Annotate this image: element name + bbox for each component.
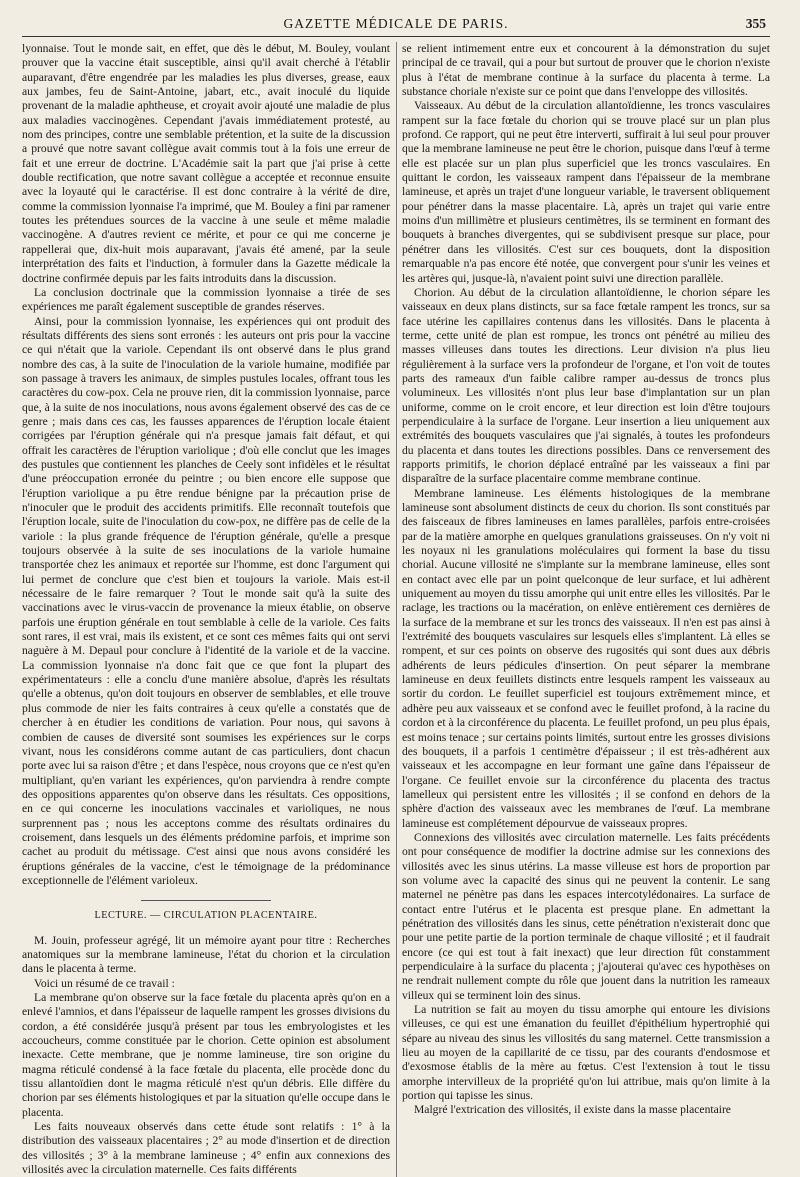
- paragraph: Chorion. Au début de la circulation allantoïdienne, le chorion sépare les vaisseaux en deux plans distincts, sur sa face fœtale rampent les troncs, sur sa face utérine les capillaires contenus dans les villosités. Dans le placenta à terme, cette unité de plan est rompue, les troncs ont pénétré au milieu des masses villeuses dans toutes les directions. Leur division n'a plus lieu régulièrement à la surface vers la profondeur de l'organe, et l'on voit de toutes parts des rameaux d'un faible calibre ramper au-dessus de troncs plus volumineux. Les villosités n'ont plus leur base d'implantation sur un plan uniforme, comme on le croit encore, et leur direction est loin d'être toujours perpendiculaire à la surface de l'organe. Leur insertion a lieu uniquement aux extrémités des bouquets vasculaires que j'ai signalés, à toutes les profondeurs du placenta et dans toutes les directions possibles. Dans ce renversement des rapports primitifs, le chorion déplacé entraîné par les vaisseaux a fini par disparaître de la surface placentaire comme membrane continue.: [402, 285, 770, 486]
- section-heading: LECTURE. — CIRCULATION PLACENTAIRE.: [22, 900, 390, 923]
- paragraph: Voici un résumé de ce travail :: [34, 976, 175, 990]
- paragraph: La membrane qu'on observe sur la face fœtale du placenta après qu'on en a enlevé l'amnios, et dans l'épaisseur de laquelle rampent les grosses divisions du cordon, a été considérée jusqu'à présent par tous les embryologistes et les accoucheurs, comme constituée par le chorion. Cette opinion est absolument inexacte. Cette membrane, que je nomme lamineuse, tire son origine du magma réticulé condensé à la face fœtale du placenta, elle procède donc du tissu allantoïdien dont le magma réticulé n'est qu'un débris. Elle diffère du chorion par ses éléments histologiques et par la situation qu'elle occupe dans le placenta.: [22, 991, 391, 1119]
- paragraph: Vaisseaux. Au début de la circulation allantoïdienne, les troncs vasculaires rampent sur la face fœtale du chorion qui se trouve placé sur un plan plus profond. Ce rapport, qui ne peut être interverti, suffirait à lui seul pour prouver que la membrane lamineuse ne peut être le chorion, puisque dans l'œuf à terme elle est placée sur un plan plus superficiel que les troncs vasculaires. En quittant le cordon, les vaisseaux rampent dans l'épaisseur de la membrane lamineuse, et après un trajet d'une longueur variable, le traversent obliquement pour pénétrer dans la masse placentaire. Là, après un trajet qui varie entre moins d'un millimètre et plusieurs centimètres, ils se terminent en formant des bouquets à branches divergentes, qui se subdivisent presque sur place, pour pénétrer dans les villosités. C'est sur ces bouquets, dont la disposition remarquable n'a pas encore été notée, que convergent pour s'unir les veines et les artères qui, jusque-là, n'avaient point suivi une direction parallèle.: [402, 99, 770, 285]
- paragraph: La conclusion doctrinale que la commission lyonnaise a tirée de ses expériences me paraît également susceptible de grandes réserves.: [22, 285, 390, 314]
- text-columns: [22, 42, 770, 1177]
- paragraph: M. Jouin, professeur agrégé, lit un mémoire ayant pour titre : Recherches anatomiques sur la membrane lamineuse, l'état du chorion et la circulation dans le placenta à terme.: [22, 933, 390, 976]
- right-column: [402, 42, 770, 1177]
- paragraph: Connexions des villosités avec circulation maternelle. Les faits précédents ont pour conséquence de modifier la doctrine admise sur les connexions des villosités avec les sinus utérins. La masse villeuse est hors de proportion par son volume avec la capacité des sinus qui ne peuvent la contenir. Le sang maternel ne pénètre pas dans les espaces intercotylédonaires. La surface de contact entre l'utérus et le placenta est presque plane. En admettant la pénétration des villosités dans les sinus, cette pénétration n'existerait donc que pour une petite partie de la portion terminale de chaque villosité ; et il faudrait encore (ce qui est tout à fait inexact) que leur direction fût constamment perpendiculaire à la surface du placenta ; j'ajouterai qu'avec ces hypothèses on ne rendrait nullement compte du rôle que jouent dans la nutrition les rameaux villeux qui se terminent loin des sinus.: [402, 830, 770, 1002]
- paragraph: se relient intimement entre eux et concourent à la démonstration du sujet principal de ce travail, qui a pour but surtout de prouver que le chorion n'existe plus à l'état de membrane continue à la surface du placenta à terme. La substance choriale n'existe sur ce point que dans l'enveloppe des villosités.: [402, 42, 770, 99]
- page-number: 355: [745, 16, 766, 31]
- page-header: [22, 14, 770, 37]
- left-column: [22, 42, 390, 1177]
- paragraph: Membrane lamineuse. Les éléments histologiques de la membrane lamineuse sont absolument distincts de ceux du chorion. Ils sont constitués par des faisceaux de fibres lamineuses en lames parallèles, parfois entre-croisées par de la matière amorphe en quelques granulations graisseuses. On n'y voit ni les noyaux ni les granulations moléculaires qui forment la base du tissu chorial. Aucune villosité ne s'implante sur la membrane lamineuse, elles sont en contact avec elle par un point quelconque de leur surface, et lui adhèrent uniquement au moyen du tissu amorphe qui unit entre elles les villosités. Par le raclage, les tractions ou la macération, on enlève entièrement ces dernières de la surface de la membrane et sur les troncs des vaisseaux. Il n'en est pas ainsi à l'extrémité des bouquets vasculaires sur lesquels elles s'implantent. Là elles se rompent, et sur ces points on observe des rugosités qui sont dues aux débris adhérents de leurs pédicules d'insertion. On peut séparer la membrane lamineuse en deux feuillets distincts entre lesquels rampent les vaisseaux au sortir du cordon. Le feuillet superficiel est toujours extrêmement mince, et adhère peu aux vaisseaux et se confond avec le feuillet profond, à la racine du cordon et à la circonférence du placenta. Le feuillet profond, un peu plus épais, est moins tenace ; sur certains points limités, surtout entre les grosses divisions des bouquets, il a parfois 1 centimètre d'épaisseur ; il est très-adhérent aux vaisseaux et les accompagne en leur formant une gaîne dans l'épaisseur de l'organe. Ce feuillet envoie sur la circonférence du placenta des tractus lamelleux qui persistent entre les villosités ; il se confond en dehors de la sphère d'action des vaisseaux avec les membranes de l'œuf. La membrane lamineuse est complétement dépourvue de vaisseaux propres.: [402, 486, 770, 830]
- paragraph: La nutrition se fait au moyen du tissu amorphe qui entoure les divisions villeuses, ce qui est une émanation du feuillet d'épithélium hypertrophié qui sépare au niveau des sinus les villosités du sang maternel. Cette transmission a lieu au moyen de la capillarité de ce tissu, par des courants d'endosmose et d'exosmose établis de la mère au fœtus. C'est l'extension à tout le tissu amorphe intervilleux de la propriété qu'on lui attribue, mais qu'on limite à la portion qui tapisse les sinus.: [402, 1003, 770, 1103]
- paragraph: Ainsi, pour la commission lyonnaise, les expériences qui ont produit des résultats différents des siens sont erronés : les auteurs ont pris pour la vaccine ce qui n'était que la variole. Cependant ils ont observé dans le plus grand nombre des cas, à la suite de l'inoculation de la variole humaine, modifiée par son passage à travers les animaux, de simples pustules locales, offrant tous les caractères du cow-pox. Cela ne prouve rien, dit la commission lyonnaise, parce que, à la suite de nos inoculations, nous avons également observé des cas de ce genre ; mais dans ces cas, les fausses apparences de l'éruption locale étaient corrigées par l'éruption générale qui n'a presque jamais fait défaut, et qui offrait les caractères de l'éruption variolique ; d'où elle conclut que les images des pustules que contiennent les planches de Ceely sont infidèles et le résultat d'une préoccupation erronée du peintre ; ou bien encore elle suppose que l'éruption variolique a pu être rendue bénigne par la précaution prise de n'inoculer que le produit des accidents primitifs. Elle reconnaît toutefois que l'éruption locale, suite de l'inoculation du cow-pox, ne diffère pas de celle de la variole : la plus grande fréquence de l'éruption générale, qu'elle a presque toujours observée à la suite de ses inoculations de la variole humaine transportée chez les animaux et reportée sur l'homme, est donc l'argument qui lui permet de conclure que c'est bien et toujours la variole. Mais est-il nécessaire de le faire remarquer ? Tout le monde sait qu'à la suite des vaccinations avec le virus-vaccin de provenance la mieux établie, on observe parfois une éruption générale en tout semblable à celle de la variole. Ces faits sont rares, il est vrai, mais ils existent, et ce sont ces mêmes faits qui ont servi naguère à M. Depaul pour conclure à l'identité de la variole et de la vaccine. La commission lyonnaise n'a donc fait que ce que font la plupart des expérimentateurs : elle a conclu d'une manière absolue, d'après les résultats qu'elle a obtenus, qu'on doit toujours en observer de semblables, et elle trouve plus commode de nier les faits contraires à ceux qu'elle a constatés que de chercher à en étudier les conditions de variation. Pour nous, qui savons à combien de causes de diversité sont soumises les expériences sur le corps vivant, nous les considérons comme autant de cas particuliers, dont chacun porte avec lui sa raison d'être ; et dans l'espèce, nous croyons que ce n'est qu'en multipliant, qu'en variant les expériences, qu'on parviendra à rendre compte des oppositions apparentes qu'on observe dans les résultats. Ces oppositions, en ce qui concerne les inoculations vaccinales et varioliques, ne nous surprennent pas ; nous les acceptons comme des résultats ordinaires du croisement, dans lesquels un des éléments prédomine parfois, et imprime son cachet au produit du métissage. C'est ainsi que nous avons considéré les éruptions générales de la vaccine, c'est le témoignage de la prédominance exceptionnelle de l'élément varioleux.: [22, 314, 390, 887]
- paragraph: lyonnaise. Tout le monde sait, en effet, que dès le début, M. Bouley, voulant prouver que la vaccine était susceptible, ainsi qu'il avait cherché à l'établir auparavant, d'être engendrée par les maladies les plus diverses, grease, eaux aux jambes, feu de Saint-Antoine, jabart, etc., avait inoculé du liquide provenant de la maladie aphtheuse, et croyait avoir ajouté une maladie de plus aux maladies vaccinogènes. Cependant j'avais immédiatement protesté, au nom des principes, contre une semblable prétention, et la suite de la discussion a prouvé que notre savant collègue avait commis tout à la fois une erreur de fait et une erreur de doctrine. L'Académie sait la part que j'ai prise à cette double rectification, que notre savant collègue a acceptée et reconnue ensuite avec la loyauté qui le caractérise. Il est donc contraire à la vérité de dire, comme la commission lyonnaise l'a imprimé, que M. Bouley a fini par ramener toutes les prétendues sources de la vaccine à une seule et même maladie vaccinogène. A d'autres revient ce mérite, et pour ce qui me concerne je rappellerai que, dix-huit mois auparavant, j'avais été amené, par la seule interprétation des faits et l'induction, à formuler dans la Gazette médicale la doctrine confirmée depuis par les faits introduits dans la discussion.: [22, 42, 390, 285]
- paragraph: Malgré l'extrication des villosités, il existe dans la masse placentaire: [414, 1103, 731, 1117]
- paragraph: Les faits nouveaux observés dans cette étude sont relatifs : 1° à la distribution des vaisseaux placentaires ; 2° au mode d'insertion et de direction des villosités ; 3° à la membrane lamineuse ; 4° enfin aux connexions des villosités avec la circulation maternelle. Ces faits différents: [22, 1120, 390, 1177]
- journal-title: GAZETTE MÉDICALE DE PARIS.: [283, 16, 509, 31]
